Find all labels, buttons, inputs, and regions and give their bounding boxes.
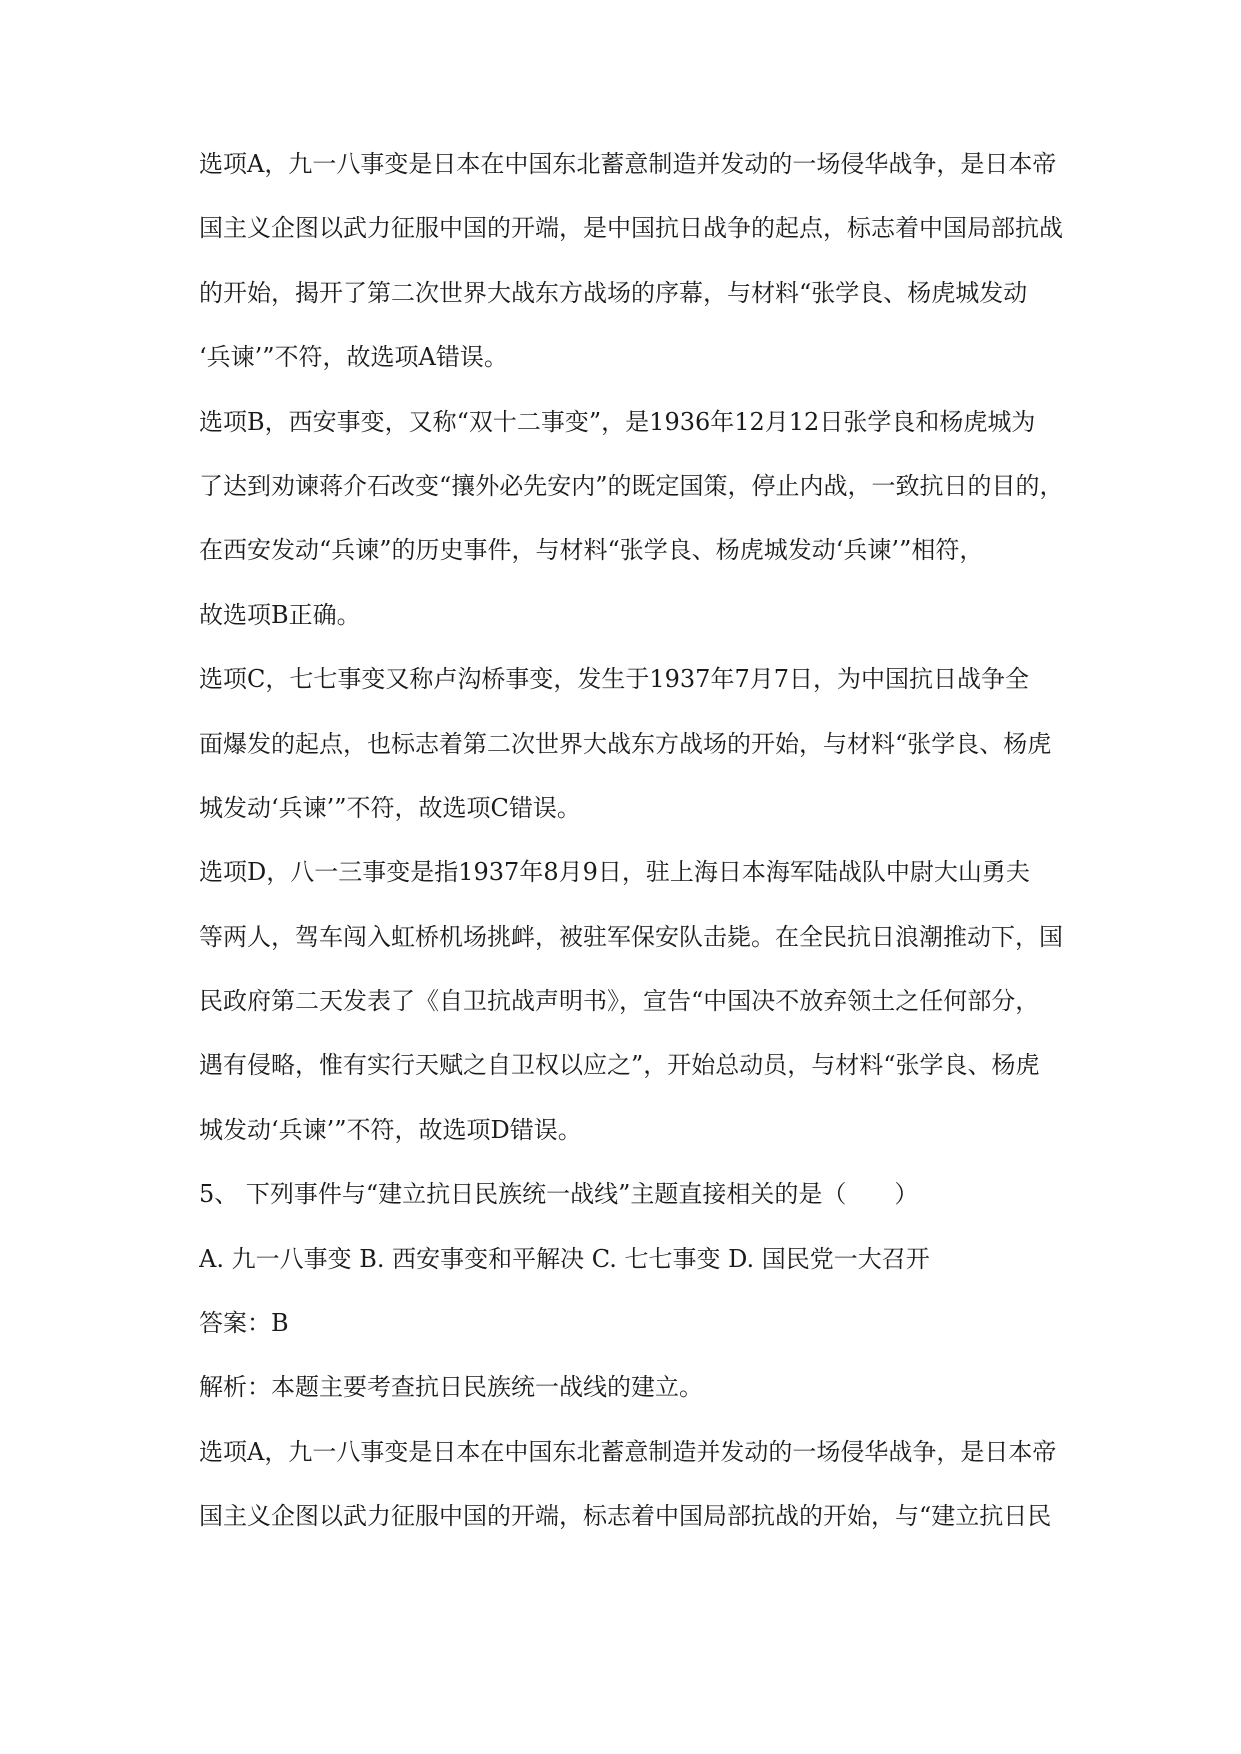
- text-line: 民政府第二天发表了《自卫抗战声明书》，宣告“中国决不放弃领土之任何部分，: [199, 987, 1040, 1016]
- document-body: [199, 146, 1079, 1563]
- text-line: 城发动‘兵谏’”不符，故选项D错误。: [199, 1115, 582, 1144]
- text-line: 在西安发动“兵谏”的历史事件，与材料“张学良、杨虎城发动‘兵谏’”相符，: [199, 536, 984, 565]
- text-line: 城发动‘兵谏’”不符，故选项C错误。: [199, 793, 581, 822]
- question-options: A. 九一八事变 B. 西安事变和平解决 C. 七七事变 D. 国民党一大召开: [199, 1244, 930, 1273]
- text-line: 选项A，九一八事变是日本在中国东北蓄意制造并发动的一场侵华战争，是日本帝: [199, 150, 1057, 178]
- text-line: 选项D，八一三事变是指1937年8月9日，驻上海日本海军陆战队中尉大山勇夫: [199, 858, 1030, 887]
- text-line: 选项C，七七事变又称卢沟桥事变，发生于1937年7月7日，为中国抗日战争全: [199, 665, 1029, 694]
- text-line: 面爆发的起点，也标志着第二次世界大战东方战场的开始，与材料“张学良、杨虎: [199, 729, 1052, 758]
- text-line: 遇有侵略，惟有实行天赋之自卫权以应之”，开始总动员，与材料“张学良、杨虎: [199, 1051, 1040, 1080]
- answer-line: 答案：B: [199, 1309, 289, 1338]
- analysis-heading: 解析：本题主要考查抗日民族统一战线的建立。: [199, 1373, 703, 1402]
- text-line: 选项B，西安事变，又称“双十二事变”，是1936年12月12日张学良和杨虎城为: [199, 407, 1036, 436]
- text-line: 国主义企图以武力征服中国的开端，标志着中国局部抗战的开始，与“建立抗日民: [199, 1502, 1052, 1531]
- text-line: ‘兵谏’”不符，故选项A错误。: [199, 343, 508, 372]
- text-line: 故选项B正确。: [199, 600, 361, 629]
- text-line: 选项A，九一八事变是日本在中国东北蓄意制造并发动的一场侵华战争，是日本帝: [199, 1437, 1057, 1466]
- question-stem: 5、 下列事件与“建立抗日民族统一战线”主题直接相关的是（ ）: [199, 1180, 919, 1209]
- text-line: 国主义企图以武力征服中国的开端，是中国抗日战争的起点，标志着中国局部抗战: [199, 214, 1063, 243]
- text-line: 了达到劝谏蒋介石改变“攘外必先安内”的既定国策，停止内战，一致抗日的目的，: [199, 471, 1064, 500]
- text-line: 等两人，驾车闯入虹桥机场挑衅，被驻军保安队击毙。在全民抗日浪潮推动下，国: [199, 922, 1063, 951]
- text-line: 的开始，揭开了第二次世界大战东方战场的序幕，与材料“张学良、杨虎城发动: [199, 278, 1028, 307]
